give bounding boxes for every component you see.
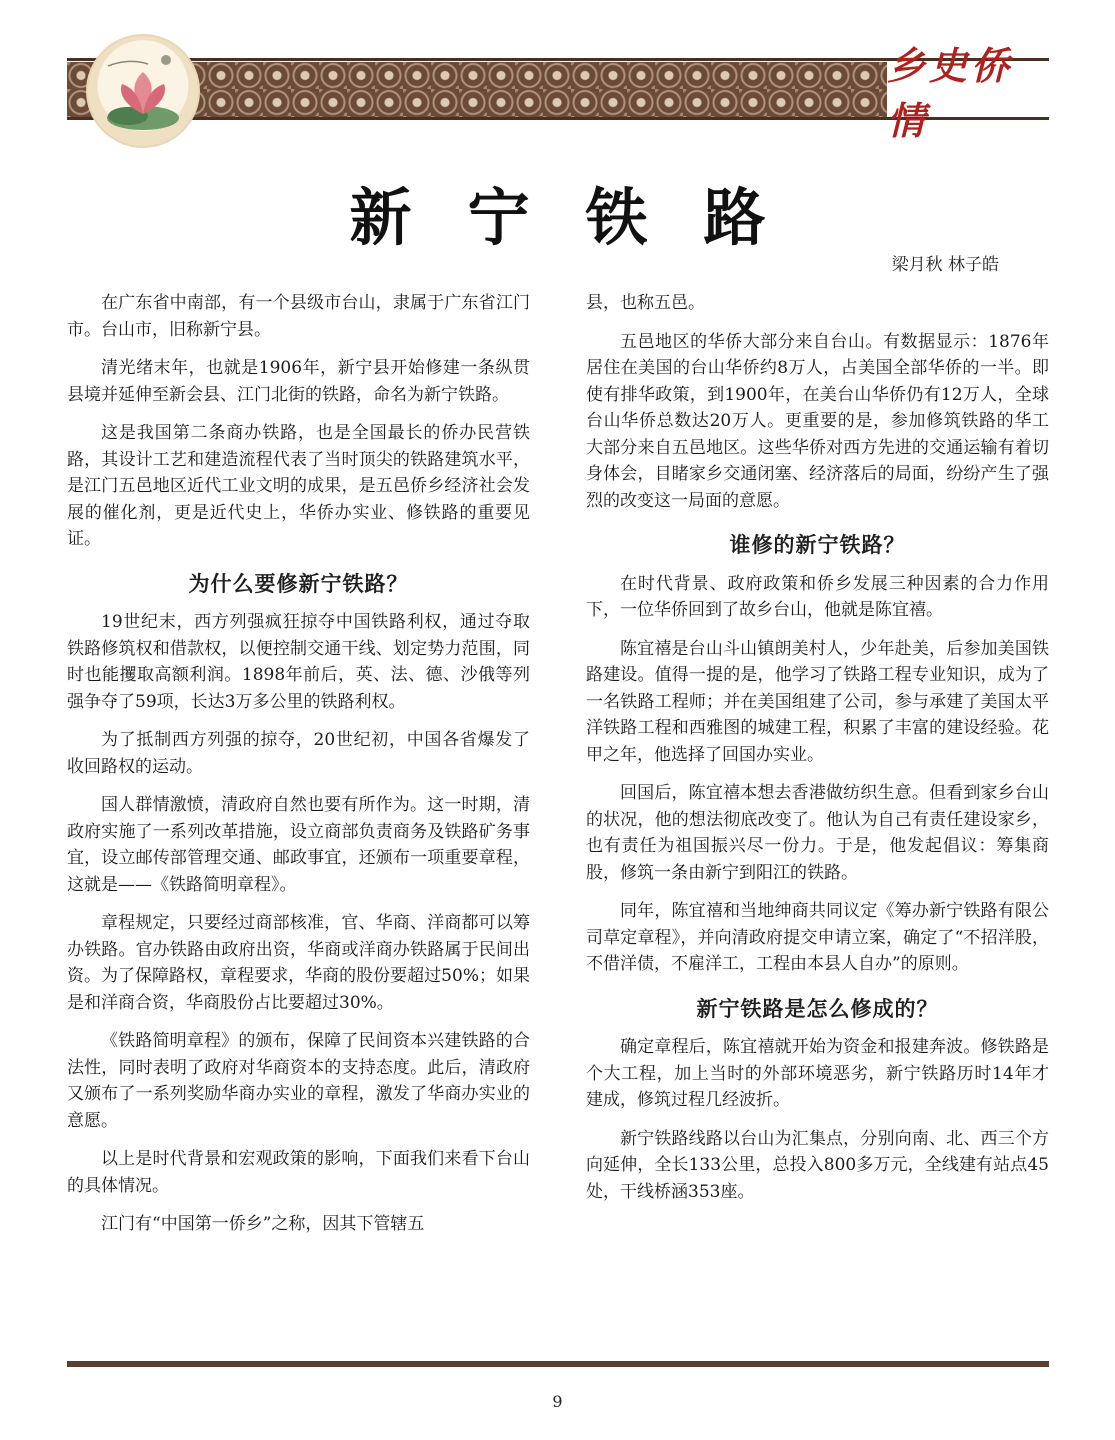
paragraph: 五邑地区的华侨大部分来自台山。有数据显示：1876年居住在美国的台山华侨约8万人，占美国全部华侨的一半。即使有排华政策，到1900年，在美台山华侨仍有12万人，全球台山华侨总数达20万人。更重要的是，参加修筑铁路的华工大部分来自五邑地区。这些华侨对西方先进的交通运输有着切身体会，目睹家乡交通闭塞、经济落后的局面，纷纷产生了强烈的改变这一局面的意愿。 — [586, 331, 1049, 511]
paragraph: 19世纪末，西方列强疯狂掠夺中国铁路利权，通过夺取铁路修筑权和借款权，以便控制交通干线、划定势力范围，同时也能攫取高额利润。1898年前后，英、法、德、沙俄等列强争夺了59项，长达3万多公里的铁路利权。 — [67, 612, 530, 712]
paragraph: 陈宜禧是台山斗山镇朗美村人，少年赴美，后参加美国铁路建设。值得一提的是，他学习了铁路工程专业知识，成为了一名铁路工程师；并在美国组建了公司，参与承建了美国太平洋铁路工程和西雅图的城建工程，积累了丰富的建设经验。花甲之年，他选择了回国办实业。 — [586, 638, 1049, 765]
paragraph: 同年，陈宜禧和当地绅商共同议定《筹办新宁铁路有限公司草定章程》，并向清政府提交申请立案，确定了“不招洋股，不借洋债，不雇洋工，工程由本县人自办”的原则。 — [586, 901, 1049, 974]
section-heading: 为什么要修新宁铁路？ — [188, 571, 409, 596]
footer-rule — [67, 1361, 1049, 1367]
paragraph: 国人群情激愤，清政府自然也要有所作为。这一时期，清政府实施了一系列改革措施，设立商部负责商务及铁路矿务事宜，设立邮传部管理交通、邮政事宜，还颁布一项重要章程，这就是——《铁路简明章程》。 — [67, 795, 530, 895]
section-heading: 新宁铁路是怎么修成的？ — [696, 996, 939, 1021]
lotus-emblem-icon — [86, 34, 200, 148]
paragraph: 为了抵制西方列强的掠夺，20世纪初，中国各省爆发了收回路权的运动。 — [67, 730, 530, 777]
paragraph: 《铁路简明章程》的颁布，保障了民间资本兴建铁路的合法性，同时表明了政府对华商资本的支持态度。此后，清政府又颁布了一系列奖励华商办实业的章程，激发了华商办实业的意愿。 — [67, 1031, 530, 1131]
right-column — [586, 290, 1049, 1217]
paragraph: 江门有“中国第一侨乡”之称，因其下管辖五 — [101, 1214, 425, 1234]
paragraph: 回国后，陈宜禧本想去香港做纺织生意。但看到家乡台山的状况，他的想法彻底改变了。他认为自己有责任建设家乡，也有责任为祖国振兴尽一份力。于是，他发起倡议：筹集商股，修筑一条由新宁到阳江的铁路。 — [586, 783, 1049, 883]
paragraph: 这是我国第二条商办铁路，也是全国最长的侨办民营铁路，其设计工艺和建造流程代表了当时顶尖的铁路建筑水平，是江门五邑地区近代工业文明的成果，是五邑侨乡经济社会发展的催化剂，更是近代史上，华侨办实业、修铁路的重要见证。 — [67, 423, 530, 549]
paragraph: 清光绪末年，也就是1906年，新宁县开始修建一条纵贯县境并延伸至新会县、江门北街的铁路，命名为新宁铁路。 — [67, 358, 530, 405]
paragraph: 县，也称五邑。 — [586, 293, 705, 313]
section-label: 乡史侨情 — [887, 43, 1014, 143]
paragraph: 以上是时代背景和宏观政策的影响，下面我们来看下台山的具体情况。 — [67, 1149, 530, 1196]
paragraph: 在广东省中南部，有一个县级市台山，隶属于广东省江门市。台山市，旧称新宁县。 — [67, 293, 530, 340]
section-heading: 谁修的新宁铁路？ — [729, 533, 906, 557]
page-number: 9 — [552, 1392, 563, 1411]
article-authors: 梁月秋 林子皓 — [891, 255, 999, 275]
paragraph: 在时代背景、政府政策和侨乡发展三种因素的合力作用下，一位华侨回到了故乡台山，他就是陈宜禧。 — [586, 573, 1049, 620]
paragraph: 确定章程后，陈宜禧就开始为资金和报建奔波。修铁路是个大工程，加上当时的外部环境恶劣，新宁铁路历时14年才建成，修筑过程几经波折。 — [586, 1037, 1049, 1110]
paragraph: 新宁铁路线路以台山为汇集点，分别向南、北、西三个方向延伸，全长133公里，总投入800多万元，全线建有站点45处，干线桥涵353座。 — [586, 1128, 1049, 1202]
left-column — [67, 290, 530, 1250]
paragraph: 章程规定，只要经过商部核准，官、华商、洋商都可以筹办铁路。官办铁路由政府出资，华商或洋商办铁路属于民间出资。为了保障路权，章程要求，华商的股份要超过50%；如果是和洋商合资，华商股份占比要超过30%。 — [67, 913, 530, 1013]
article-title: 新宁铁路 — [349, 181, 822, 254]
section-label-box — [887, 43, 1049, 143]
